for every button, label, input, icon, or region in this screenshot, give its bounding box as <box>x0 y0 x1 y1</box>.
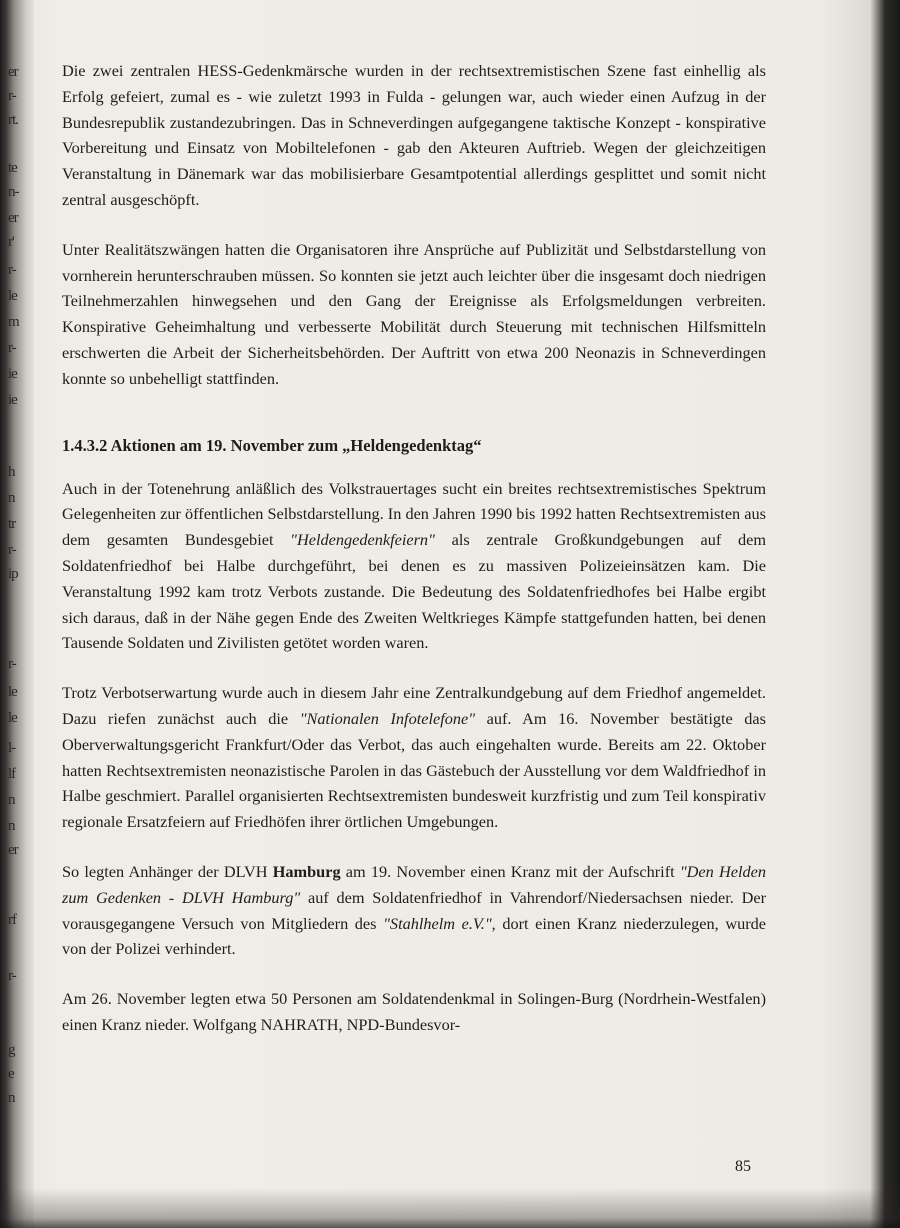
scan-shadow <box>0 1188 900 1228</box>
margin-fragment: m <box>8 314 19 330</box>
paragraph: Am 26. November legten etwa 50 Personen am Soldatendenkmal in Solingen-Burg (Nordrhein-Westfalen) einen Kranz nieder. Wolfgang NAHRATH, NPD-Bundesvor- <box>62 989 766 1034</box>
quoted-term: "Stahlhelm e.V.", <box>383 913 496 933</box>
margin-fragment: tr <box>8 516 16 532</box>
margin-fragment: r- <box>8 542 16 558</box>
margin-fragment: rf <box>8 912 16 928</box>
margin-fragment: h <box>8 464 15 480</box>
margin-fragment: r- <box>8 262 16 278</box>
margin-fragment: ie <box>8 392 17 408</box>
paragraph: Unter Realitätszwängen hatten die Organisatoren ihre Ansprüche auf Publizität und Selbstdarstellung von vornherein herunterschrauben müssen. So konnten sie jetzt auch leichter über die insgesamt doch niedrigen Teilnehmerzahlen hinwegsehen und den Gang der Ereignisse als Erfolgsmeldungen verbreiten. Konspirative Geheimhaltung und verbesserte Mobilität durch Steuerung mit technischen Hilfsmitteln erschwerten die Arbeit der Sicherheitsbehörden. Der Auftritt von etwa 200 Neonazis in Schneverdingen konnte so unbehelligt stattfinden. <box>62 239 766 388</box>
margin-fragment: ip <box>8 566 18 582</box>
margin-fragment: n <box>8 490 15 506</box>
margin-fragment: er <box>8 842 18 858</box>
paragraph-text: Auch in der Totenehrung anläßlich des Volkstrauertages sucht ein breites rechtsextremistisches Spektrum Gelegenheiten zur öffentlichen Selbstdarstellung. In den Jahren 1990 bis 1992 hatten Rechtsextremisten aus dem gesamten Bundesgebiet <box>62 478 766 550</box>
paragraph-text: auf dem Soldatenfriedhof in Vahrendorf/Niedersachsen nieder. Der vorausgegangene Versuch von Mitgliedern des <box>62 887 766 933</box>
paragraph-text: Trotz Verbotserwartung wurde auch in diesem Jahr eine Zentralkundgebung auf dem Friedhof angemeldet. Dazu riefen zunächst auch die <box>62 683 766 728</box>
page-number: 85 <box>735 1158 751 1175</box>
margin-fragment: r- <box>8 656 16 672</box>
paragraph <box>62 680 766 835</box>
margin-fragment: te <box>8 160 17 176</box>
section-heading: 1.4.3.2 Aktionen am 19. November zum „Heldengedenktag“ <box>62 435 482 455</box>
margin-fragment: le <box>8 710 17 726</box>
paragraph <box>62 859 766 962</box>
margin-fragment: lf <box>8 766 16 782</box>
quoted-term: "Heldengedenkfeiern" <box>290 530 435 550</box>
margin-fragment: n <box>8 818 15 834</box>
paragraph-text: auf. Am 16. November bestätigte das Oberverwaltungsgericht Frankfurt/Oder das Verbot, das auch eingehalten wurde. Bereits am 22. Oktober hatten Rechtsextremisten neonazistische Parolen in das Gästebuch der Ausstellung vor dem Waldfriedhof in Halbe geschmiert. Parallel organisierten Rechtsextremisten bundesweit kurzfristig und zum Teil konspirativ regionale Ersatzfeiern auf Friedhöfen ihrer örtlichen Umgebungen. <box>62 708 766 832</box>
margin-fragment: ie <box>8 366 17 382</box>
margin-fragment: le <box>8 288 17 304</box>
margin-fragment: r- <box>8 968 16 984</box>
margin-fragment: le <box>8 684 17 700</box>
quoted-term: "Den Helden zum Gedenken - DLVH Hamburg" <box>62 861 766 907</box>
page-body <box>62 58 766 1062</box>
margin-fragment: r- <box>8 88 16 104</box>
margin-fragment: e <box>8 1066 14 1082</box>
paragraph-text: dort einen Kranz niederzulegen, wurde von der Polizei verhindert. <box>62 913 767 959</box>
margin-fragment: r- <box>8 340 16 356</box>
paragraph: Die zwei zentralen HESS-Gedenkmärsche wurden in der rechtsextremistischen Szene fast einhellig als Erfolg gefeiert, zumal es - wie zuletzt 1993 in Fulda - gelungen war, auch wieder einen Aufzug in der Bundesrepublik zustandezubringen. Das in Schneverdingen aufgegangene taktische Konzept - konspirative Vorbereitung und Einsatz von Mobiltelefonen - gab den Akteuren Auftrieb. Wegen der gleichzeitigen Veranstaltung in Dänemark war das mobilisierbare Gesamtpotential allerdings gesplittet und somit nicht zentral ausgeschöpft. <box>62 61 766 209</box>
quoted-term: "Nationalen Infotelefone" <box>299 708 476 728</box>
margin-fragment: g <box>8 1042 15 1058</box>
margin-fragment: n <box>8 792 15 808</box>
margin-fragment: er <box>8 64 18 80</box>
paragraph <box>62 476 766 657</box>
margin-fragment: n- <box>8 184 19 200</box>
margin-fragment: l- <box>8 740 16 756</box>
paragraph-text: als zentrale Großkundgebungen auf dem Soldatenfriedhof bei Halbe durchgeführt, bei denen es zu massiven Polizeieinsätzen kam. Die Veranstaltung 1992 kam trotz Verbots zustande. Die Bedeutung des Soldatenfriedhofes bei Halbe ergibt sich daraus, daß in der Nähe gegen Ende des Zweiten Weltkrieges Kämpfe stattgefunden hatten, bei denen Tausende Soldaten und Zivilisten getötet worden waren. <box>62 530 766 653</box>
margin-fragment: er <box>8 210 18 226</box>
margin-fragment: rt. <box>8 112 18 128</box>
margin-fragment: r' <box>8 234 14 250</box>
margin-fragment: n <box>8 1090 15 1106</box>
bold-term: Hamburg <box>272 861 341 881</box>
paragraph-text: So legten Anhänger der DLVH <box>62 861 273 881</box>
paragraph-text: am 19. November einen Kranz mit der Aufschrift <box>340 861 680 881</box>
